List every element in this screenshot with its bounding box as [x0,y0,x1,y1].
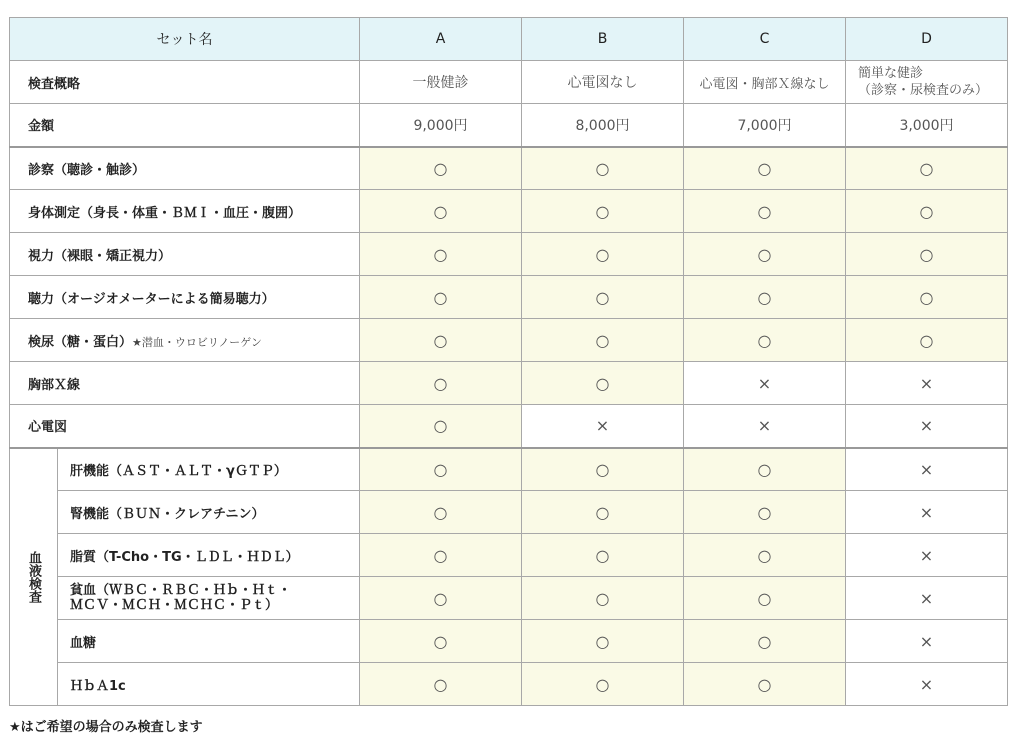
col-header-a: A [360,18,522,61]
optional-note: ★潜血・ウロビリノーゲン [132,335,262,349]
overview-d-line2: （診察・尿検査のみ） [858,83,989,98]
price-a: 9,000円 [360,104,522,147]
blood-row [10,534,1008,577]
exam-row [10,276,1008,319]
mark-cell: × [846,620,1008,663]
mark-cell: ○ [522,233,684,276]
overview-c: 心電図・胸部Ｘ線なし [684,61,846,104]
col-header-b: B [522,18,684,61]
mark-cell: ○ [522,362,684,405]
mark-cell: ○ [846,276,1008,319]
mark-cell: ○ [684,319,846,362]
mark-cell: × [846,577,1008,620]
mark-cell: ○ [684,663,846,706]
exam-row [10,319,1008,362]
overview-d [846,61,1008,104]
health-check-set-table [9,17,1008,706]
mark-cell: ○ [846,233,1008,276]
exam-row [10,233,1008,276]
exam-label: 身体測定（身長・体重・ＢＭＩ・血圧・腹囲） [10,190,360,233]
exam-label: 胸部Ｘ線 [10,362,360,405]
mark-cell: ○ [684,276,846,319]
mark-cell: ○ [846,190,1008,233]
overview-label: 検査概略 [10,61,360,104]
mark-cell: ○ [360,362,522,405]
mark-cell: ○ [360,319,522,362]
col-header-d: D [846,18,1008,61]
mark-cell: ○ [522,319,684,362]
overview-row [10,61,1008,104]
blood-row [10,448,1008,491]
exam-label: 診察（聴診・触診） [10,147,360,190]
mark-cell: ○ [522,491,684,534]
mark-cell: ○ [684,190,846,233]
mark-cell: ○ [360,534,522,577]
mark-cell: ○ [360,147,522,190]
blood-label-line1: 貧血（ＷＢＣ・ＲＢＣ・Ｈｂ・Ｈｔ・ [70,583,292,598]
header-row [10,18,1008,61]
mark-cell: ○ [684,534,846,577]
mark-cell: ○ [522,190,684,233]
mark-cell: ○ [360,276,522,319]
exam-label: 視力（裸眼・矯正視力） [10,233,360,276]
mark-cell: ○ [360,577,522,620]
mark-cell: ○ [684,448,846,491]
blood-row [10,663,1008,706]
mark-cell: ○ [522,663,684,706]
mark-cell: ○ [846,147,1008,190]
mark-cell: ○ [360,620,522,663]
mark-cell: ○ [522,534,684,577]
mark-cell: ○ [360,190,522,233]
col-header-c: C [684,18,846,61]
mark-cell: ○ [522,448,684,491]
mark-cell: ○ [360,491,522,534]
mark-cell: ○ [522,620,684,663]
exam-label: 聴力（オージオメーターによる簡易聴力） [10,276,360,319]
overview-a: 一般健診 [360,61,522,104]
mark-cell: ○ [684,577,846,620]
exam-row [10,405,1008,448]
mark-cell: × [846,491,1008,534]
price-d: 3,000円 [846,104,1008,147]
exam-label [10,319,360,362]
blood-label-line2: ＭＣＶ・ＭＣＨ・ＭＣＨＣ・Ｐｔ） [70,598,279,613]
mark-cell: × [684,405,846,448]
mark-cell: ○ [360,448,522,491]
exam-label-text: 検尿（糖・蛋白） [28,334,133,350]
blood-row [10,491,1008,534]
price-b: 8,000円 [522,104,684,147]
mark-cell: ○ [684,233,846,276]
mark-cell: ○ [360,405,522,448]
mark-cell: × [846,448,1008,491]
exam-row [10,147,1008,190]
blood-label [58,577,360,620]
mark-cell: × [684,362,846,405]
mark-cell: ○ [360,233,522,276]
mark-cell: ○ [684,147,846,190]
mark-cell: × [846,405,1008,448]
mark-cell: ○ [360,663,522,706]
mark-cell: × [846,362,1008,405]
mark-cell: ○ [522,147,684,190]
exam-label: 心電図 [10,405,360,448]
blood-label: 肝機能（ＡＳＴ・ＡＬＴ・γＧＴＰ） [58,448,360,491]
mark-cell: ○ [522,577,684,620]
exam-row [10,362,1008,405]
mark-cell: ○ [684,491,846,534]
mark-cell: ○ [522,276,684,319]
mark-cell: × [846,663,1008,706]
price-c: 7,000円 [684,104,846,147]
blood-test-group-label: 血液検査 [10,448,58,706]
mark-cell: ○ [684,620,846,663]
mark-cell: ○ [846,319,1008,362]
blood-label: 腎機能（ＢＵＮ・クレアチニン） [58,491,360,534]
blood-label: 血糖 [58,620,360,663]
blood-label: 脂質（T-Cho・TG・ＬＤＬ・ＨＤＬ） [58,534,360,577]
price-row [10,104,1008,147]
blood-label: ＨｂＡ1c [58,663,360,706]
blood-row [10,620,1008,663]
mark-cell: × [522,405,684,448]
set-name-header: セット名 [10,18,360,61]
mark-cell: × [846,534,1008,577]
price-label: 金額 [10,104,360,147]
exam-row [10,190,1008,233]
blood-row [10,577,1008,620]
overview-b: 心電図なし [522,61,684,104]
footnote: ★はご希望の場合のみ検査します [9,720,203,735]
overview-d-line1: 簡単な健診 [858,66,924,81]
